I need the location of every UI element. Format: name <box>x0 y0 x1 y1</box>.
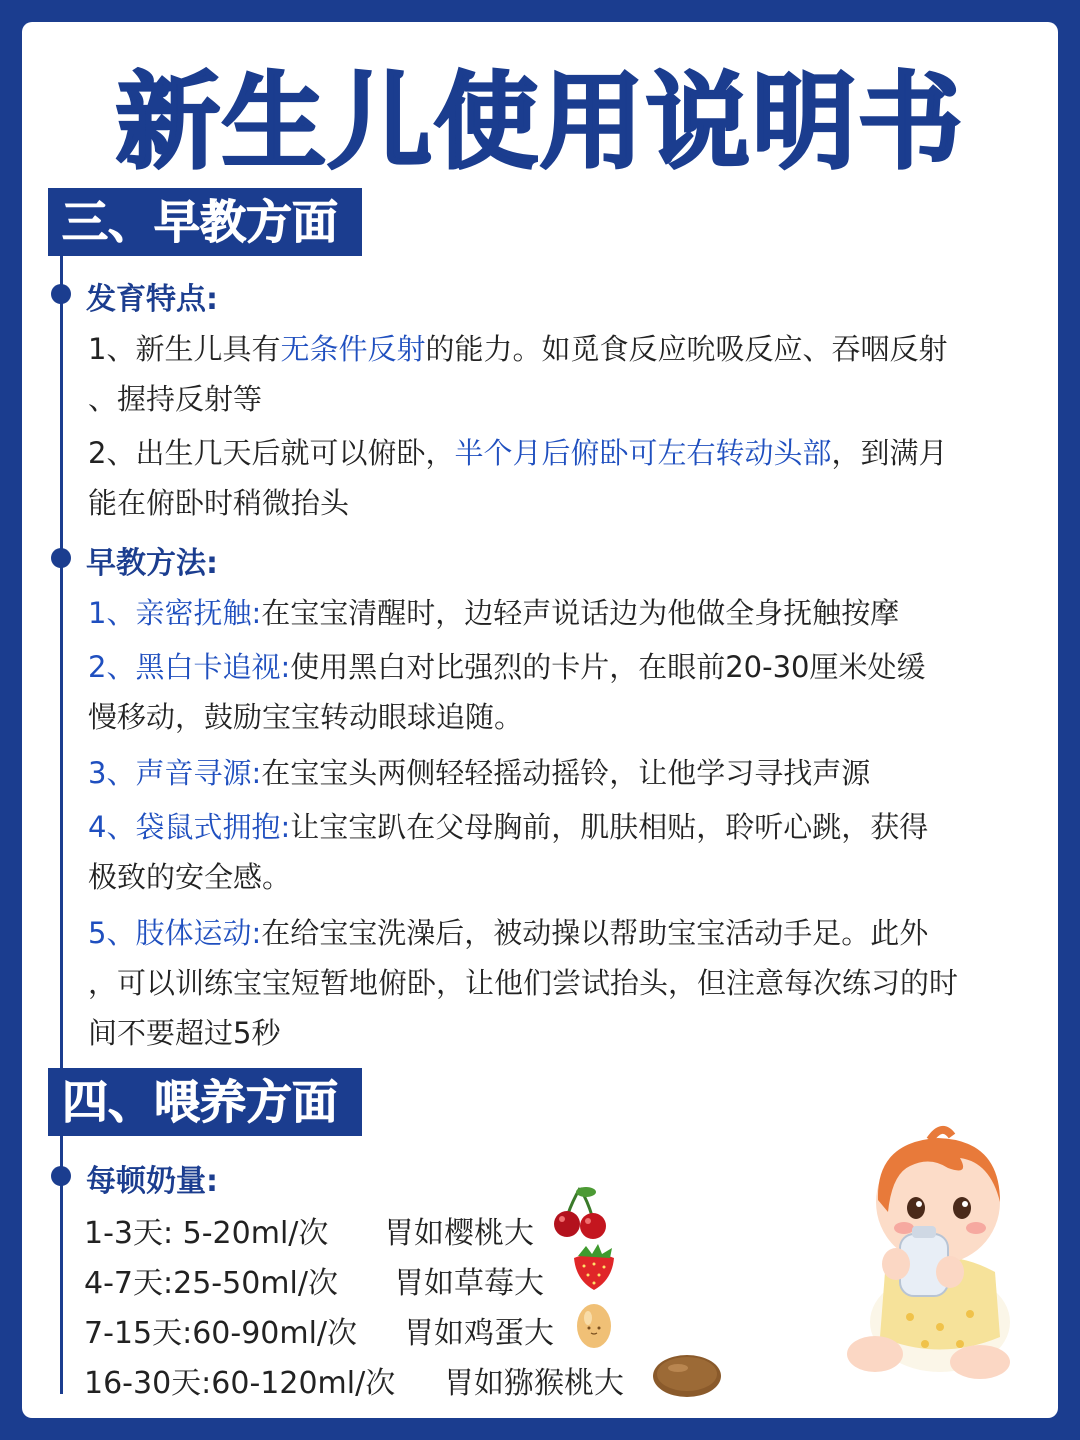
milk-amount: 16-30天:60-120ml/次 <box>84 1366 396 1401</box>
method-text: 在宝宝清醒时，边轻声说话边为他做全身抚触按摩 <box>261 596 900 630</box>
bullet-dot <box>51 284 71 304</box>
method-item-4 <box>88 802 1048 902</box>
text: 、握持反射等 <box>88 382 263 416</box>
page-title: 新生儿使用说明书 <box>115 61 964 183</box>
method-item-2 <box>88 642 1048 742</box>
development-paragraph-1 <box>88 324 1048 424</box>
method-text: 慢移动，鼓励宝宝转动眼球追随。 <box>88 700 524 734</box>
method-text: ，可以训练宝宝短暂地俯卧，让他们尝试抬头，但注意每次练习的时 <box>88 966 959 1000</box>
milk-row-1 <box>84 1208 534 1252</box>
section-heading-early-education: 三、早教方面 <box>48 188 362 256</box>
method-text: 让宝宝趴在父母胸前，肌肤相贴，聆听心跳，获得 <box>290 810 929 844</box>
milk-amount: 4-7天:25-50ml/次 <box>84 1266 338 1301</box>
stomach-size: 胃如草莓大 <box>394 1266 544 1301</box>
bullet-dot <box>51 1166 71 1186</box>
baby-illustration <box>830 1122 1030 1382</box>
highlight-text: 半个月后俯卧可左右转动头部 <box>454 436 832 470</box>
method-text: 在给宝宝洗澡后，被动操以帮助宝宝活动手足。此外 <box>261 916 929 950</box>
method-label: 2、黑白卡追视: <box>88 650 291 684</box>
method-text: 使用黑白对比强烈的卡片，在眼前20-30厘米处缓 <box>290 650 926 684</box>
development-paragraph-2 <box>88 428 1048 528</box>
subheading-milk-amount: 每顿奶量: <box>86 1164 218 1199</box>
milk-row-3 <box>84 1308 554 1352</box>
method-text: 在宝宝头两侧轻轻摇动摇铃，让他学习寻找声源 <box>261 756 871 790</box>
section-heading-feeding: 四、喂养方面 <box>48 1068 362 1136</box>
method-label: 5、肢体运动: <box>88 916 262 950</box>
method-label: 3、声音寻源: <box>88 756 262 790</box>
text: ，到满月 <box>831 436 948 470</box>
milk-row-4 <box>84 1358 624 1402</box>
method-item-1 <box>88 588 1048 638</box>
egg-icon <box>574 1298 614 1350</box>
method-item-5 <box>88 908 1048 1058</box>
bullet-dot <box>51 548 71 568</box>
stomach-size: 胃如猕猴桃大 <box>444 1366 624 1401</box>
highlight-text: 无条件反射 <box>280 332 426 366</box>
text: 的能力。如觅食反应吮吸反应、吞咽反射 <box>425 332 948 366</box>
text: 2、出生几天后就可以俯卧， <box>88 436 455 470</box>
method-text: 间不要超过5秒 <box>88 1016 281 1050</box>
subheading-methods: 早教方法: <box>86 546 218 581</box>
milk-row-2 <box>84 1258 544 1302</box>
stomach-size: 胃如鸡蛋大 <box>404 1316 554 1351</box>
method-label: 1、亲密抚触: <box>88 596 262 630</box>
document-page <box>22 22 1058 1418</box>
method-item-3 <box>88 748 1048 798</box>
method-text: 极致的安全感。 <box>88 860 292 894</box>
subheading-development: 发育特点: <box>86 282 218 317</box>
kiwi-icon <box>650 1352 724 1400</box>
text: 能在俯卧时稍微抬头 <box>88 486 350 520</box>
milk-amount: 1-3天: 5-20ml/次 <box>84 1216 329 1251</box>
strawberry-icon <box>568 1242 620 1292</box>
milk-amount: 7-15天:60-90ml/次 <box>84 1316 358 1351</box>
timeline-line <box>60 256 63 1072</box>
stomach-size: 胃如樱桃大 <box>384 1216 534 1251</box>
method-label: 4、袋鼠式拥抱: <box>88 810 291 844</box>
text: 1、新生儿具有 <box>88 332 281 366</box>
cherry-icon <box>550 1184 610 1240</box>
